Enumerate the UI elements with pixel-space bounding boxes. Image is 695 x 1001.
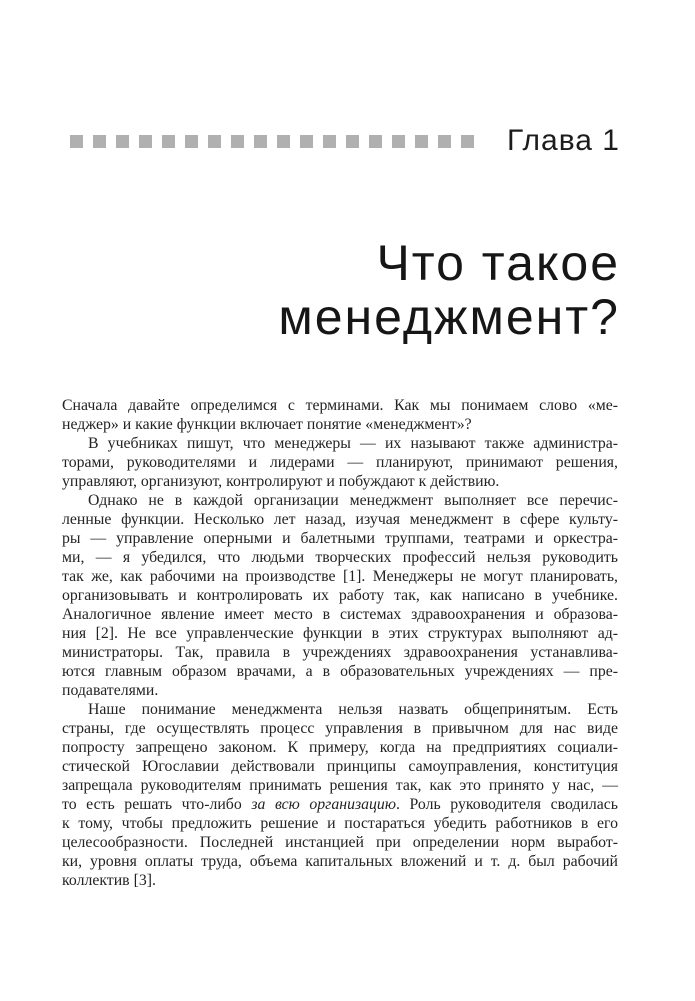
ornament-square-icon (323, 135, 336, 148)
text-line: ются главным образом врачами, а в образовательных учреждениях — пре- (62, 663, 618, 680)
ornament-square-icon (392, 135, 405, 148)
ornament-square-icon (139, 135, 152, 148)
text-segment: то есть решать что-либо (62, 796, 252, 813)
text-segment: . Роль руководителя сводилась (395, 796, 618, 813)
ornament-square-icon (185, 135, 198, 148)
text-line (62, 795, 618, 814)
paragraph (62, 434, 618, 491)
paragraph (62, 700, 618, 890)
ornament-square-icon (254, 135, 267, 148)
text-line: страны, где осуществлять процесс управления в привычном для нас виде (62, 720, 618, 737)
ornament-square-icon (415, 135, 428, 148)
chapter-title (62, 236, 620, 344)
text-line: управляют, организуют, контролируют и побуждают к действию. (62, 473, 500, 490)
text-line: ми, — я убедился, что людьми творческих профессий нельзя руководить (62, 549, 618, 566)
text-line: стической Югославии действовали принципы самоуправления, конституция (62, 758, 618, 775)
chapter-title-line1: Что такое (376, 235, 620, 291)
chapter-label: Глава 1 (506, 124, 620, 157)
ornament-square-icon (346, 135, 359, 148)
ornament-square-icon (208, 135, 221, 148)
text-line: запрещала руководителям принимать решения так, как это принято у нас, — (62, 777, 618, 794)
text-line: В учебниках пишут, что менеджеры — их называют также администра- (88, 435, 618, 452)
text-line: коллектив [3]. (62, 872, 156, 889)
italic-text-segment: за всю организацию (251, 796, 396, 813)
text-line: ки, уровня оплаты труда, объема капитальных вложений и т. д. был рабочий (62, 853, 618, 870)
text-line: организовывать и контролировать их работу так, как написано в учебнике. (62, 587, 618, 604)
ornament-square-icon (277, 135, 290, 148)
paragraph (62, 396, 618, 434)
ornament-square-icon (116, 135, 129, 148)
text-line: Наше понимание менеджмента нельзя назвать общепринятым. Есть (88, 701, 618, 718)
ornament-square-icon (93, 135, 106, 148)
text-line: попросту запрещено законом. К примеру, когда на предприятиях социали- (62, 739, 618, 756)
ornament-square-icon (231, 135, 244, 148)
paragraph (62, 491, 618, 700)
text-line: торами, руководителями и лидерами — планируют, принимают решения, (62, 454, 618, 471)
ornament-square-icon (70, 135, 83, 148)
text-line: так же, как рабочими на производстве [1]. Менеджеры не могут планировать, (62, 568, 618, 585)
text-line: ры — управление оперными и балетными труппами, театрами и оркестра- (62, 530, 618, 547)
chapter-ornament-squares (62, 135, 474, 148)
ornament-square-icon (162, 135, 175, 148)
text-line: Сначала давайте определимся с терминами. Как мы понимаем слово «ме- (62, 397, 618, 414)
chapter-title-line2: менеджмент? (278, 289, 620, 345)
ornament-square-icon (461, 135, 474, 148)
text-line: неджер» и какие функции включает понятие «менеджмент»? (62, 416, 472, 433)
text-line: ленные функции. Несколько лет назад, изучая менеджмент в сфере культу- (62, 511, 618, 528)
text-line: целесообразности. Последней инстанцией при определении норм выработ- (62, 834, 618, 851)
text-line: Однако не в каждой организации менеджмент выполняет все перечис- (88, 492, 618, 509)
chapter-header (62, 124, 620, 158)
text-line: Аналогичное явление имеет место в системах здравоохранения и образова- (62, 606, 618, 623)
ornament-square-icon (369, 135, 382, 148)
text-line: министраторы. Так, правила в учреждениях здравоохранения устанавлива- (62, 644, 618, 661)
body-text (62, 396, 618, 890)
ornament-square-icon (300, 135, 313, 148)
text-line: к тому, чтобы предложить решение и постараться убедить работников в его (62, 815, 618, 832)
text-line: ния [2]. Не все управленческие функции в этих структурах выполняют ад- (62, 625, 618, 642)
text-line: подавателями. (62, 682, 159, 699)
ornament-square-icon (438, 135, 451, 148)
